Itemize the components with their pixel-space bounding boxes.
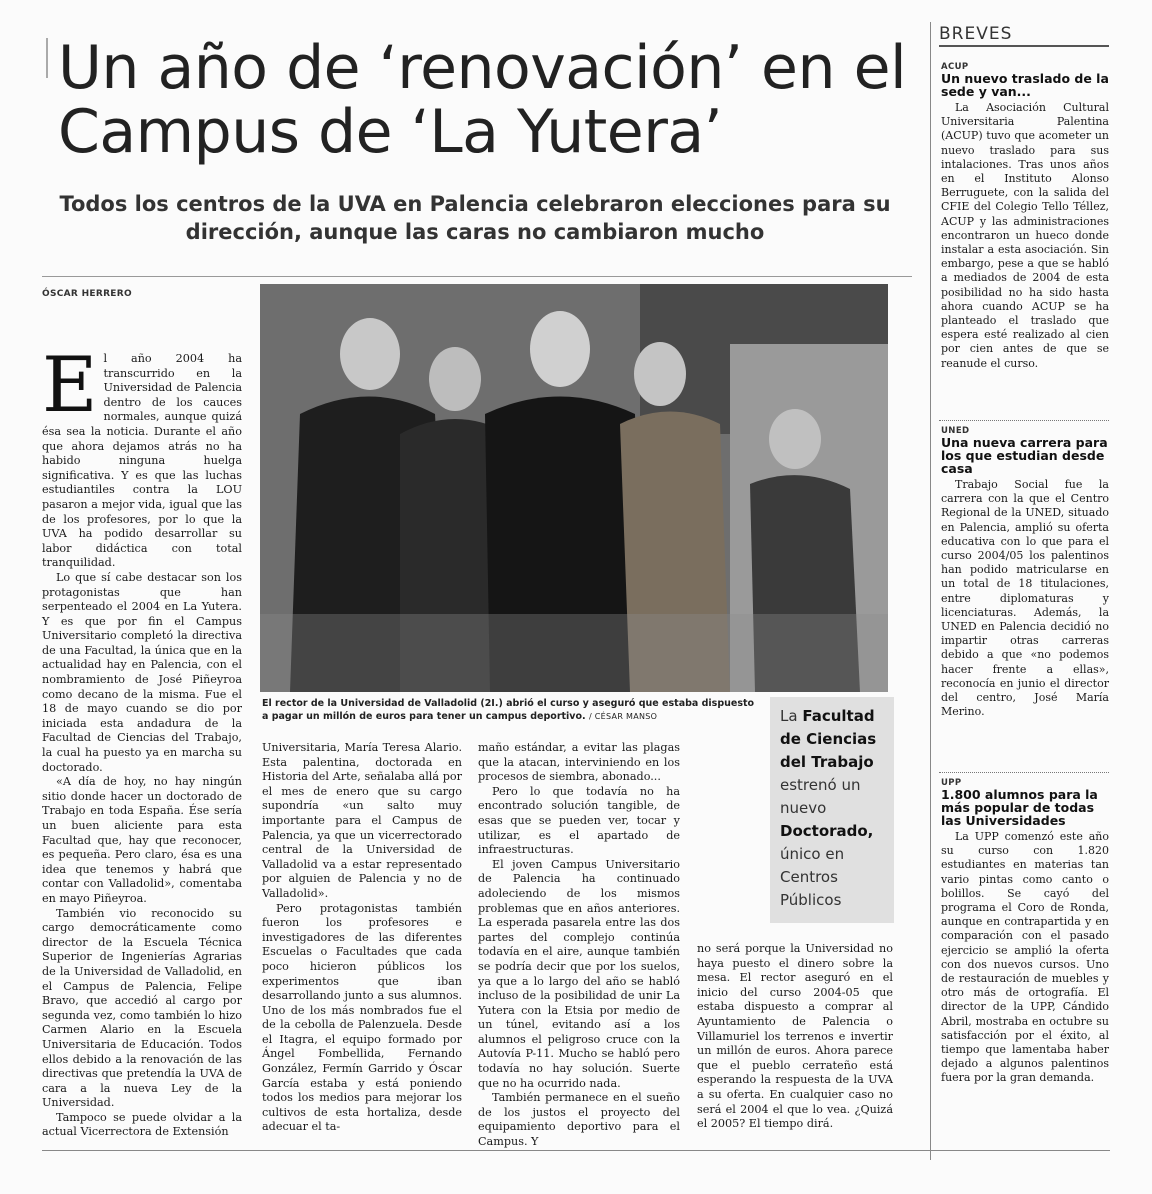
article-paragraph: También permanece en el sueño de los justos el proyecto del equipamiento deportivo para el Campus. Y [478,1091,680,1149]
briefs-sidebar [930,22,1110,1160]
brief-item [941,778,1109,1086]
article-paragraph: maño estándar, a evitar las plagas que la atacan, interviniendo en los procesos de siembra, abonado... [478,741,680,784]
article-column-1 [42,340,242,1140]
top-rule [42,276,912,277]
article-photo [260,284,888,692]
brief-divider [939,420,1109,421]
pull-quote [770,697,894,923]
article-column-4 [697,942,893,1132]
byline: ÓSCAR HERRERO [42,289,132,299]
pull-quote-emphasis: Doctorado, [780,822,874,840]
brief-kicker: ACUP [941,62,969,72]
photo-caption-text: El rector de la Universidad de Valladolid (2I.) abrió el curso y aseguró que estaba dispuesto a pagar un millón de euros para tener un campus deportivo. [262,698,755,722]
article-paragraph: Lo que sí cabe destacar son los protagonistas que han serpenteado el 2004 en La Yutera. Y es que por fin el Campus Universitario completó la directiva de una Facultad, la única que en la actualidad hay en Palencia, con el nombramiento de José Piñeyroa como decano de la misma. Fue el 18 de mayo cuando se dio por iniciada esta andadura de la Facultad de Ciencias del Trabajo, la cual ha puesto ya en marcha su doctorado. [42,570,242,774]
drop-cap: E [42,340,98,429]
brief-title: 1.800 alumnos para la más popular de todas las Universidades [941,787,1098,828]
article-column-3 [478,741,680,1150]
article-paragraph: El joven Campus Universitario de Palencia ha continuado adoleciendo de los mismos problemas que en años anteriores. La esperada pasarela entre las dos partes del complejo continúa todavía en el aire, aunque también se podría decir que por los suelos, ya que a lo largo del año se habló incluso de la posibilidad de unir La Yutera con la Etsia por medio de un túnel, evitando así a los alumnos el peligroso cruce con la Autovía P-11. Mucho se habló pero todavía no hay solución. Suerte que no ha ocurrido nada. [478,857,680,1090]
pull-quote-text: estrenó un nuevo [780,776,861,817]
article-paragraph: «A día de hoy, no hay ningún sitio donde hacer un doctorado de Trabajo en toda España. Ése sería un buen aliciente para esta Facultad que, hay que reconocer, es pequeña. Pero claro, ésa es una idea que tenemos y habrá que contar con Valladolid», comentaba en mayo Piñeyroa. [42,775,242,905]
brief-kicker: UNED [941,426,970,436]
article-paragraph: no será porque la Universidad no haya puesto el dinero sobre la mesa. El rector aseguró en el inicio del curso 2004-05 que estaba dispuesto a comprar al Ayuntamiento de Palencia o Villamuriel los terrenos e invertir un millón de euros. Ahora parece que el pueblo cerrateño está esperando la respuesta de la UVA a su oferta. En cualquier caso no será el 2004 el que lo vea. ¿Quizá el 2005? El tiempo dirá. [697,942,893,1131]
deck-subtitle: Todos los centros de la UVA en Palencia celebraron elecciones para su dirección, aunque las caras no cambiaron mucho [59,192,891,244]
brief-kicker: UPP [941,778,962,788]
brief-item [941,62,1109,371]
brief-body: La Asociación Cultural Universitaria Palentina (ACUP) tuvo que acometer un nuevo traslado para sus intalaciones. Tras unos años en el Instituto Alonso Berruguete, con la salida del CFIE del Colegio Tello Téllez, ACUP y las administraciones encontraron un hueco donde instalar a esta asociación. Sin embargo, pese a que se habló a mediados de 2004 de esta posibilidad no ha sido hasta ahora cuando ACUP se ha planteado el traslado que espera esté realizado al cien por cien antes de que se reanude el curso. [941,101,1109,370]
pull-quote-text: La [780,707,798,725]
pull-quote-text: único en Centros Públicos [780,845,845,909]
pull-quote-emphasis: Facultad de Ciencias del Trabajo [780,707,877,771]
photo-illustration [260,284,888,692]
article-paragraph: Pero lo que todavía no ha encontrado solución tangible, de esas que se pueden ver, tocar y utilizar, es el apartado de infraestructuras. [478,784,680,857]
sidebar-header: BREVES [939,24,1109,47]
photo-caption [262,697,762,723]
scan-edge-mark [46,38,48,78]
brief-body: Trabajo Social fue la carrera con la que el Centro Regional de la UNED, situado en Palencia, amplió su oferta educativa con lo que para el curso 2004/05 los palentinos han podido matricularse en un total de 18 titulaciones, entre diplomaturas y licenciaturas. Además, la UNED en Palencia decidió no impartir otras carreras debido a que «no podemos hacer frente a ellas», reconocía en junio el director del centro, José María Merino. [941,478,1109,719]
brief-body: La UPP comenzó este año su curso con 1.820 estudiantes en materias tan vario pintas como canto o bolillos. Se cayó del programa el Coro de Ronda, aunque en contrapartida y en comparación con el pasado ejercicio se amplió la oferta con dos nuevos cursos. Uno de restauración de muebles y otro más de ortografía. El director de la UPP, Cándido Abril, mostraba en octubre su satisfacción por el éxito, al tiempo que lamentaba haber dejado a algunos palentinos fuera por la gran demanda. [941,830,1109,1085]
article-paragraph: Pero protagonistas también fueron los profesores e investigadores de las diferentes Escuelas o Facultades que cada poco hicieron públicos los experimentos que iban desarrollando junto a sus alumnos. Uno de los más nombrados fue el de la cebolla de Palenzuela. Desde el Itagra, el equipo formado por Ángel Fombellida, Fernando González, Fermín Garrido y Óscar García estaba y está poniendo todos los medios para mejorar los cultivos de esta hortaliza, desde adecuar el ta- [262,901,462,1134]
brief-divider [939,772,1109,773]
brief-title: Un nuevo traslado de la sede y van... [941,71,1109,99]
brief-title: Una nueva carrera para los que estudian desde casa [941,435,1108,476]
article-paragraph [42,340,242,571]
article-paragraph: Universitaria, María Teresa Alario. Esta palentina, doctorada en Historia del Arte, señalaba allá por el mes de enero que su cargo supondría «un salto muy importante para el Campus de Palencia, ya que un vicerrectorado central de la Universidad de Valladolid va a estar representado por alguien de Palencia y no de Valladolid». [262,741,462,900]
bottom-rule [42,1150,1110,1151]
article-paragraph: Tampoco se puede olvidar a la actual Vicerrectora de Extensión [42,1110,242,1139]
brief-item [941,426,1109,719]
headline: Un año de ‘renovación’ en el Campus de ‘La Yutera’ [58,33,907,167]
article-paragraph: También vio reconocido su cargo democráticamente como director de la Escuela Técnica Superior de Ingenierías Agrarias de la Universidad de Valladolid, en el Campus de Palencia, Felipe Bravo, que accedió al cargo por segunda vez, como también lo hizo Carmen Alario en la Escuela Universitaria de Educación. Todos ellos debido a la renovación de las directivas que pretendía la UVA de cara a la nueva Ley de la Universidad. [42,906,242,1110]
article-column-2 [262,741,462,1135]
photo-credit: / CÉSAR MANSO [588,712,658,721]
paragraph-text: l año 2004 ha transcurrido en la Universidad de Palencia dentro de los cauces normales, aunque quizá ésa sea la noticia. Durante el año que ahora dejamos atrás no ha habido ninguna huelga significativa. Y es que las luchas estudiantiles contra la LOU pasaron a mejor vida, igual que las de los profesores, por lo que la UVA ha podido desarrollar su labor didáctica con total tranquilidad. [42,352,242,570]
